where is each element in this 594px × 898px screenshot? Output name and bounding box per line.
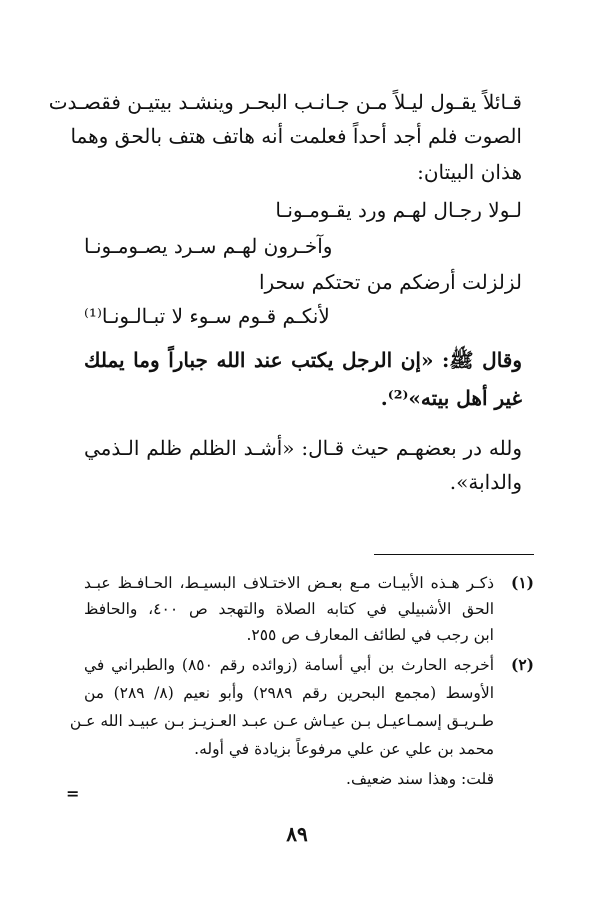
verse-line-1: لـولا رجـال لهـم ورد يقـومـونـا bbox=[275, 198, 522, 222]
footnote-2-line-5: قلت: وهذا سند ضعيف. bbox=[346, 770, 494, 788]
body-line-1: قـائلاً يقـول ليـلاً مـن جـانـب البحـر وينشـد بيتيـن فقصـدت bbox=[48, 90, 522, 114]
verse-line-3: لزلزلت أرضكم من تحتكم سحرا bbox=[258, 270, 522, 294]
footnote-1-number: (١) bbox=[510, 573, 534, 592]
footnote-separator bbox=[374, 554, 534, 555]
verse-line-2: وآخـرون لهـم سـرد يصـومـونـا bbox=[84, 234, 333, 258]
body-line-2: الصوت فلم أجد أحداً فعلمت أنه هاتف هتف بالحق وهما bbox=[70, 124, 522, 148]
hadith-line-1: وقال ﷺ: «إن الرجل يكتب عند الله جباراً وما يملك bbox=[84, 348, 522, 372]
verse-line-4: لأنكـم قـوم سـوء لا تبـالـونـا⁽¹⁾ bbox=[84, 304, 330, 328]
footnote-1-line-3: ابن رجب في لطائف المعارف ص ٢٥٥. bbox=[246, 626, 494, 644]
body-line-3: هذان البيتان: bbox=[417, 160, 522, 184]
footnote-1-line-1: ذكـر هـذه الأبيـات مـع بعـض الاختـلاف البسيـط، الحـافـظ عبـد bbox=[84, 574, 494, 592]
footnote-2-line-2: الأوسط (مجمع البحرين رقم ٢٩٨٩) وأبو نعيم (٨/ ٢٨٩) من bbox=[84, 684, 494, 702]
footnote-2-number: (٢) bbox=[510, 655, 534, 674]
continuation-mark: = bbox=[66, 784, 80, 803]
saying-line-2: والدابة». bbox=[449, 470, 522, 494]
footnote-1-line-2: الحق الأشبيلي في كتابه الصلاة والتهجد ص ٤٠٠، والحافظ bbox=[84, 600, 495, 618]
footnote-2-line-3: طـريـق إسمـاعيـل بـن عيـاش عـن عبـد العـزيـز بـن عبيـد الله عـن bbox=[69, 712, 494, 730]
hadith-line-2: غير أهل بيته»⁽²⁾. bbox=[380, 386, 522, 410]
footnote-2-line-4: محمد بن علي عن علي مرفوعاً بزيادة في أوله. bbox=[194, 740, 494, 758]
footnote-2-line-1: أخرجه الحارث بن أبي أسامة (زوائده رقم ٨٥٠) والطبراني في bbox=[84, 656, 494, 674]
page-number: ٨٩ bbox=[286, 822, 308, 846]
saying-line-1: ولله در بعضهـم حيث قـال: «أشـد الظلم ظلم الـذمي bbox=[84, 436, 522, 460]
